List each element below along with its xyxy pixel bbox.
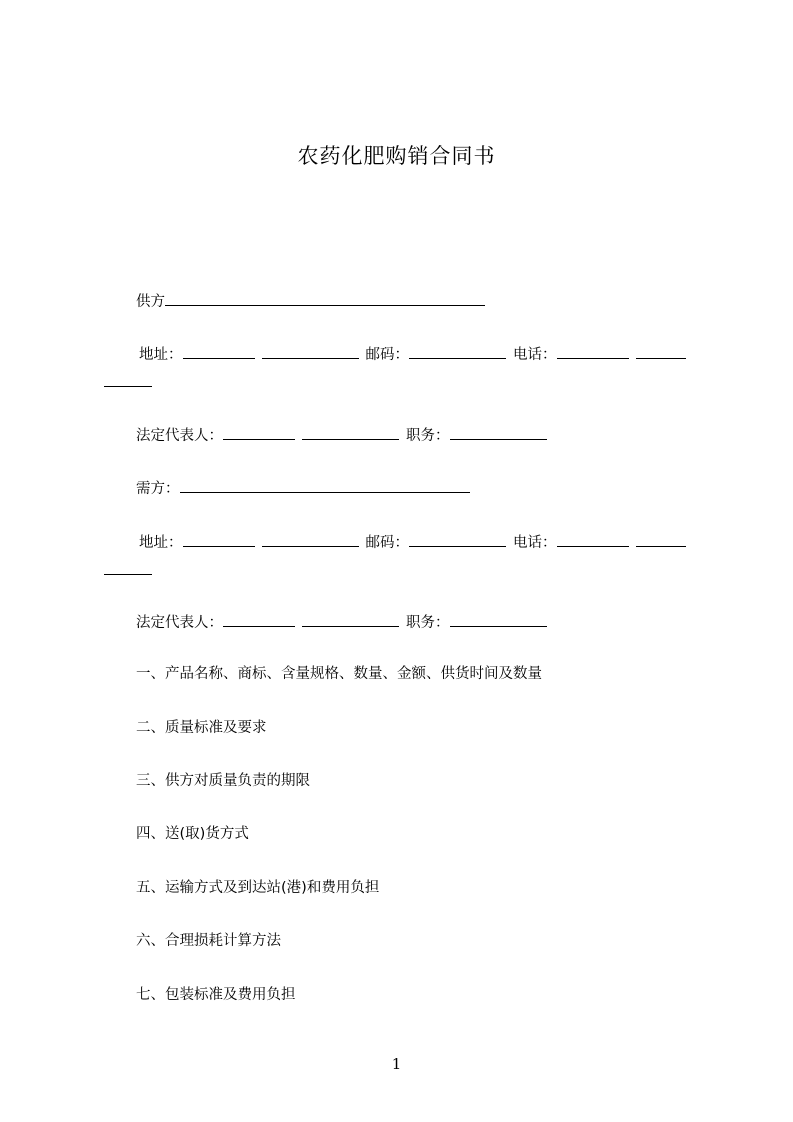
supplier-name-blank [165, 290, 485, 306]
supplier-line [136, 290, 485, 312]
supplier-rep-blank-1 [223, 424, 295, 440]
buyer-name-blank [180, 477, 470, 493]
supplier-address-label: 地址： [139, 347, 183, 363]
supplier-rep-line [136, 424, 547, 446]
supplier-postcode-blank [409, 343, 506, 359]
buyer-rep-line [136, 611, 547, 633]
buyer-position-blank [450, 611, 547, 627]
buyer-postcode-label: 邮码： [365, 535, 409, 551]
section-heading-6: 六、合理损耗计算方法 [136, 933, 281, 949]
buyer-postcode-blank [409, 531, 506, 547]
buyer-address-blank-1 [183, 531, 255, 547]
section-heading-7: 七、包装标准及费用负担 [136, 987, 296, 1003]
section-heading-5: 五、运输方式及到达站(港)和费用负担 [136, 880, 380, 896]
supplier-rep-blank-2 [302, 424, 399, 440]
section-heading-3: 三、供方对质量负责的期限 [136, 773, 310, 789]
buyer-address-blank-2 [262, 531, 359, 547]
supplier-address-continuation [104, 371, 152, 393]
supplier-label: 供方 [136, 294, 165, 310]
supplier-address-blank-2 [262, 343, 359, 359]
supplier-phone-label: 电话： [513, 347, 557, 363]
buyer-label: 需方： [136, 481, 180, 497]
buyer-rep-blank-1 [223, 611, 295, 627]
buyer-rep-label: 法定代表人： [136, 615, 223, 631]
supplier-position-label: 职务： [406, 428, 450, 444]
supplier-position-blank [450, 424, 547, 440]
section-heading-2: 二、质量标准及要求 [136, 720, 267, 736]
buyer-phone-label: 电话： [513, 535, 557, 551]
buyer-rep-blank-2 [302, 611, 399, 627]
buyer-phone-blank-2 [636, 531, 686, 547]
supplier-rep-label: 法定代表人： [136, 428, 223, 444]
buyer-position-label: 职务： [406, 615, 450, 631]
supplier-phone-blank-1 [557, 343, 629, 359]
page-number: 1 [391, 1055, 402, 1073]
buyer-line [136, 477, 470, 499]
buyer-address-continuation [104, 559, 152, 581]
buyer-address-label: 地址： [139, 535, 183, 551]
section-heading-1: 一、产品名称、商标、含量规格、数量、金额、供货时间及数量 [136, 666, 542, 682]
buyer-phone-blank-1 [557, 531, 629, 547]
document-title: 农药化肥购销合同书 [297, 144, 496, 168]
supplier-address-blank-1 [183, 343, 255, 359]
buyer-phone-blank-3 [104, 559, 152, 575]
supplier-address-line [139, 343, 686, 365]
section-heading-4: 四、送(取)货方式 [136, 826, 249, 842]
supplier-phone-blank-3 [104, 371, 152, 387]
supplier-phone-blank-2 [636, 343, 686, 359]
supplier-postcode-label: 邮码： [365, 347, 409, 363]
buyer-address-line [139, 531, 686, 553]
